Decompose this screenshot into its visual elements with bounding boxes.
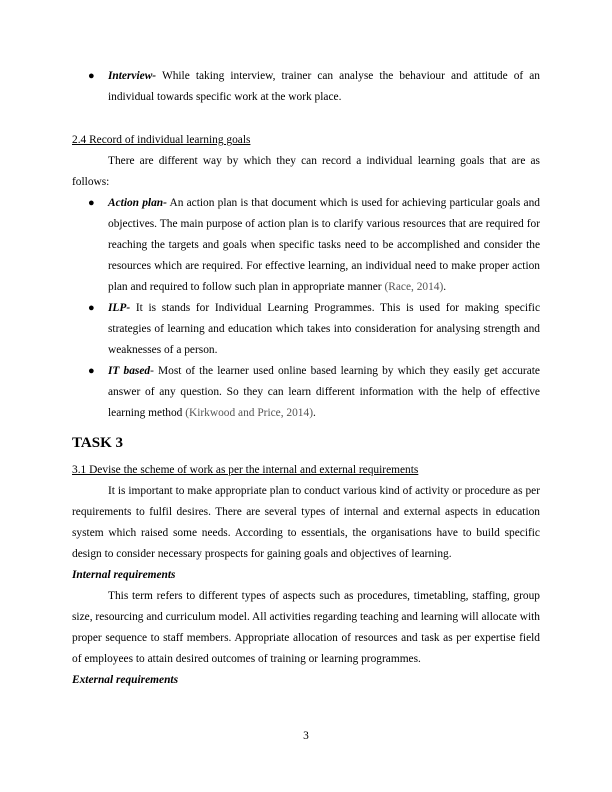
list-item	[72, 361, 540, 424]
page-number: 3	[303, 730, 309, 742]
task-heading: TASK 3	[72, 435, 123, 451]
section-2-4-intro: There are different way by which they can record a individual learning goals that are as follows:	[72, 155, 540, 188]
section-heading-3-1: 3.1 Devise the scheme of work as per the internal and external requirements	[72, 464, 419, 476]
bullet-lead: ILP-	[108, 302, 131, 314]
list-item	[72, 193, 540, 298]
bullet-icon: ●	[88, 70, 95, 82]
intro-bullet-list	[72, 66, 540, 108]
bullet-text: It is stands for Individual Learning Programmes. This is used for making specific strategies of learning and education which takes into consideration for analysing strength and weaknesses of a person.	[108, 302, 540, 356]
internal-requirements-text: This term refers to different types of aspects such as procedures, timetabling, staffing, group size, resourcing and curriculum model. All activities regarding teaching and learning will allocate with proper sequence to staff members. Appropriate allocation of resources and task as per expertise field of employees to attain desired outcomes of training or learning programmes.	[72, 590, 540, 665]
bullet-icon: ●	[88, 197, 95, 209]
bullet-end: .	[313, 407, 316, 419]
citation: (Race, 2014)	[384, 281, 444, 293]
list-item	[72, 298, 540, 361]
bullet-text: While taking interview, trainer can analyse the behaviour and attitude of an individual towards specific work at the work place.	[108, 70, 540, 103]
internal-requirements-heading: Internal requirements	[72, 569, 176, 581]
bullet-icon: ●	[88, 365, 95, 377]
external-requirements-heading: External requirements	[72, 674, 179, 686]
list-item	[72, 66, 540, 108]
bullet-text: - Most of the learner used online based learning by which they easily get accurate answer of any question. So they can learn different information with the help of effective learning method	[108, 365, 540, 419]
bullet-lead: Action plan-	[108, 197, 167, 209]
citation: (Kirkwood and Price, 2014)	[185, 407, 313, 419]
bullet-lead: IT based	[108, 365, 151, 377]
bullet-lead: Interview-	[108, 70, 157, 82]
section-heading-2-4: 2.4 Record of individual learning goals	[72, 134, 251, 146]
task3-intro: It is important to make appropriate plan to conduct various kind of activity or procedure as per requirements to fulfil desires. There are several types of internal and external aspects in education system which raised some needs. According to essentials, the organisations have to build specific design to consider necessary prospects for gaining goals and objectives of learning.	[72, 485, 540, 560]
bullet-text: An action plan is that document which is used for achieving particular goals and objectives. The main purpose of action plan is to clarify various resources that are required for reaching the targets and goals when specific tasks need to be accomplished and consider the resources which are required. For effective learning, an individual need to make proper action plan and required to follow such plan in appropriate manner	[108, 197, 541, 293]
record-goals-bullet-list	[72, 193, 540, 424]
bullet-icon: ●	[88, 302, 95, 314]
bullet-end: .	[443, 281, 447, 293]
page-content	[72, 66, 540, 691]
